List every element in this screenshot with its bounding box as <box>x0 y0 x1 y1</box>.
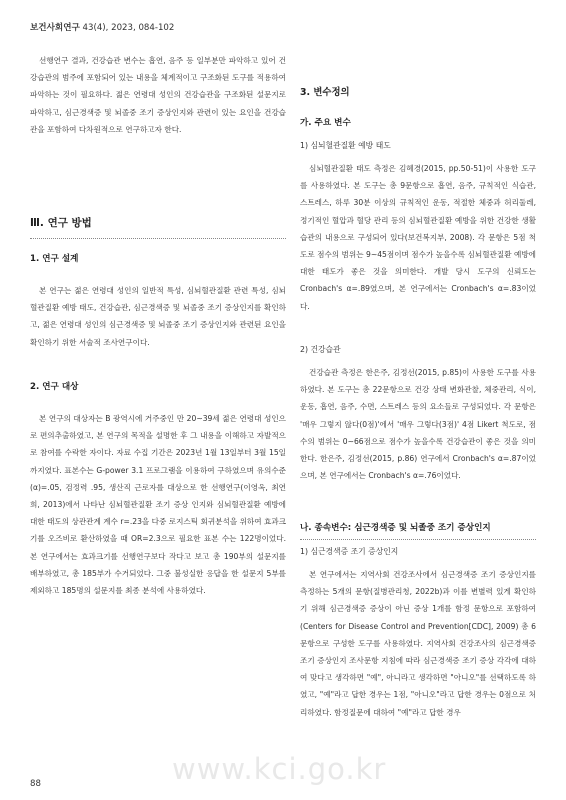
heading-main-variables: 가. 주요 변수 <box>300 118 351 128</box>
running-header <box>30 21 174 33</box>
subjects-paragraph: 본 연구의 대상자는 B 광역시에 거주중인 만 20~39세 젊은 연령대 성인으로 편의추출하였고, 본 연구의 목적을 설명한 후 그 내용을 이해하고 자발적으로 참여를 수락한 자이다. 자료 수집 기간은 2023년 1월 13일부터 3월 15일까지였다. 표본수는 G-power 3.1 프로그램을 이용하여 구하였으며 유의수준(α)=.05, 검정력 .95, 생산직 근로자를 대상으로 한 선행연구(이영옥, 최연희, 2013)에서 나타난 심뇌혈관질환 조기 증상 인지와 심뇌혈관질환 예방에 대한 태도의 상관관계 계수 r=.23을 다중 로지스틱 회귀분석을 위하여 효과크기를 오즈비로 환산하였을 때 OR=2.3으로 필요한 표본 수는 122명이었다. 본 연구에서는 효과크기를 선행연구보다 작다고 보고 총 190부의 설문지를 배부하였고, 총 185부가 수거되었다. 그중 불성실한 응답을 한 설문지 5부를 제외하고 185명의 설문지를 최종 분석에 사용하였다. <box>30 414 287 596</box>
mi-symptom-paragraph: 본 연구에서는 지역사회 건강조사에서 심근경색증 조기 증상인지를 측정하는 5개의 문항(질병관리청, 2022b)과 이를 변별력 있게 확인하기 위해 심근경색증 증상이 아닌 증상 1개를 함정 문항으로 포함하여(Centers for Disease Control and Prevention[CDC], 2009) 총 6문항으로 구성한 도구를 사용하였다. 지역사회 건강조사의 심근경색증 조기 증상인지 조사문항 지침에 따라 심근경색증 조기 증상 각각에 대하여 맞다고 생각하면 "예", 아니라고 생각하면 "아니오"를 선택하도록 하였고, "예"라고 답한 경우는 1점, "아니오"라고 답한 경우는 0점으로 처리하였다. 함정질문에 대하여 "예"라고 답한 경우 <box>300 570 536 717</box>
section-divider <box>30 238 286 239</box>
journal-name: 보건사회연구 <box>30 23 80 33</box>
heading-prevention-attitude: 1) 심뇌혈관질환 예방 태도 <box>300 141 391 150</box>
heading-divider <box>300 539 536 540</box>
journal-issue: 43(4), 2023, 084-102 <box>82 23 175 33</box>
page-number: 88 <box>30 779 41 789</box>
subsection-heading-subjects: 2. 연구 대상 <box>30 382 79 392</box>
design-paragraph: 본 연구는 젊은 연령대 성인의 일반적 특성, 심뇌혈관질환 관련 특성, 심뇌혈관질환 예방 태도, 건강습관, 심근경색증 및 뇌졸중 조기 증상인지를 확인하고, 젊은 연령대 성인의 심근경색증 및 뇌졸중 조기 증상인지와 관련된 요인을 확인하기 위한 서술적 조사연구이다. <box>30 286 286 347</box>
prevention-attitude-paragraph: 심뇌혈관질환 태도 측정은 김혜경(2015, pp.50-51)이 사용한 도구를 사용하였다. 본 도구는 총 9문항으로 흡연, 음주, 규칙적인 식습관, 스트레스, 하루 30분 이상의 규칙적인 운동, 적절한 체중과 허리둘레, 정기적인 혈압과 혈당 관리 등의 심뇌혈관질환 예방을 위한 건강한 생활습관의 내용으로 구성되어 있다(보건복지부, 2008). 각 문항은 5점 척도로 점수의 범위는 9~45점이며 점수가 높을수록 심뇌혈관질환 예방에 대한 태도가 좋은 것을 의미한다. 개발 당시 도구의 신뢰도는 Cronbach's α=.89였으며, 본 연구에서는 Cronbach's α=.83이었다. <box>300 164 536 311</box>
watermark-text: www.kci.go.kr <box>172 752 387 786</box>
health-habits-paragraph: 건강습관 측정은 한은주, 김정선(2015, p.85)이 사용한 도구를 사용하였다. 본 도구는 총 22문항으로 건강 상태 변화관찰, 체중관리, 식이, 운동, 흡연, 음주, 수면, 스트레스 등의 요소들로 구성되었다. 각 문항은 '매우 그렇지 않다(0점)'에서 '매우 그렇다(3점)' 4점 Likert 척도로, 점수의 범위는 0~66점으로 점수가 높을수록 건강습관이 좋은 것을 의미한다. 한은주, 김정선(2015, p.86) 연구에서 Cronbach's α=.87이었으며, 본 연구에서는 Cronbach's α=.76이었다. <box>300 368 536 481</box>
subsection-heading-design: 1. 연구 설계 <box>30 254 79 264</box>
heading-health-habits: 2) 건강습관 <box>300 345 341 354</box>
heading-dependent-variable: 나. 종속변수: 심근경색증 및 뇌졸중 조기 증상인지 <box>300 523 491 533</box>
heading-mi-symptom-awareness: 1) 심근경색증 조기 증상인지 <box>300 547 399 556</box>
section-heading-methods: Ⅲ. 연구 방법 <box>30 217 92 229</box>
intro-paragraph: 선행연구 결과, 건강습관 변수는 흡연, 음주 등 일부분만 파악하고 있어 건강습관의 범주에 포함되어 있는 내용을 체계적이고 구조화된 도구를 적용하여 파악하는 것이 필요하다. 젊은 연령대 성인의 건강습관을 구조화된 설문지로 파악하고, 심근경색증 및 뇌졸중 조기 증상인지와 관련이 있는 요인을 건강습관을 포함하여 다차원적으로 연구하고자 한다. <box>30 56 286 134</box>
subsection-heading-variables: 3. 변수정의 <box>300 87 350 98</box>
